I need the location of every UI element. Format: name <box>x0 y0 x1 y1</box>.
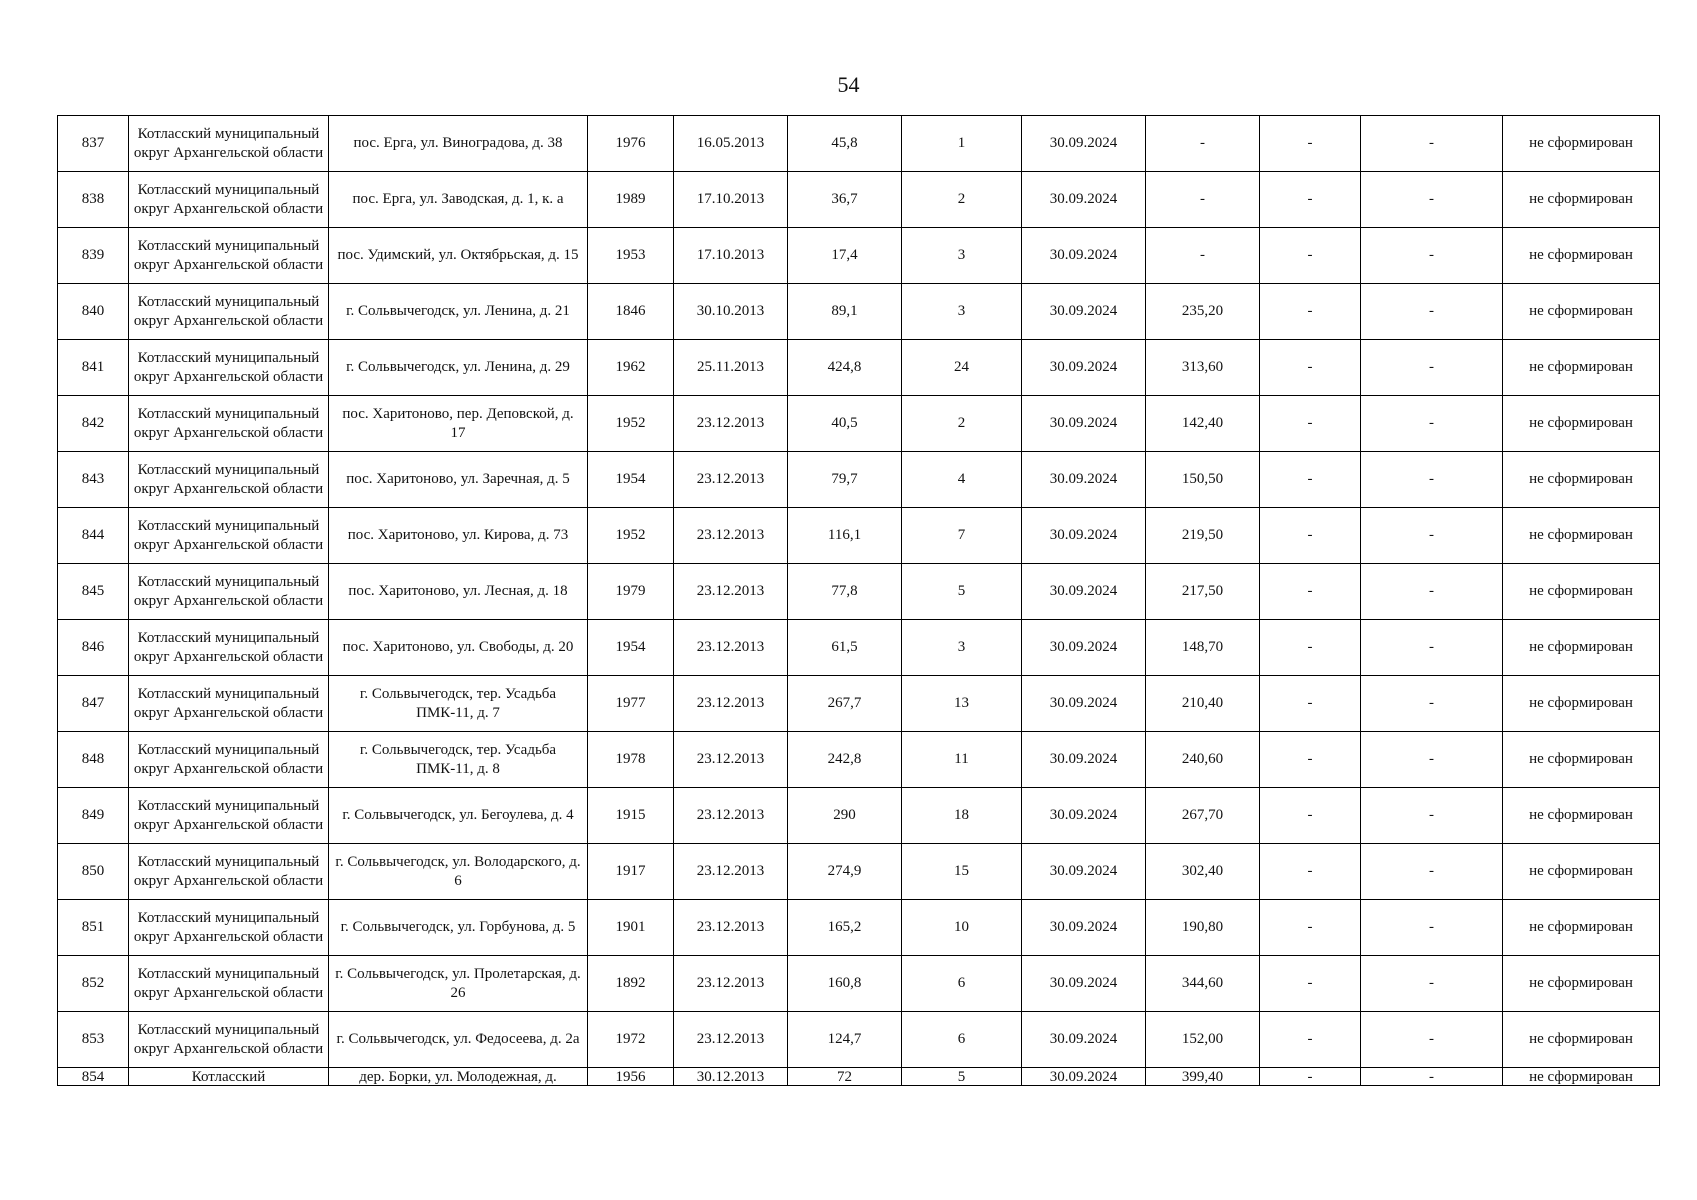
column-10-cell: - <box>1260 732 1361 788</box>
row-number-cell: 844 <box>58 508 129 564</box>
cost-cell: 399,40 <box>1146 1068 1260 1086</box>
page-number: 54 <box>837 72 860 97</box>
address-cell: пос. Харитоново, ул. Свободы, д. 20 <box>329 620 588 676</box>
table-row <box>58 956 1660 1012</box>
municipality-cell: Котласский муниципальный округ Архангельской области <box>129 564 329 620</box>
area-cell: 45,8 <box>788 116 902 172</box>
status-cell: не сформирован <box>1503 172 1660 228</box>
address-cell: г. Сольвычегодск, ул. Ленина, д. 21 <box>329 284 588 340</box>
municipality-cell: Котласский муниципальный округ Архангельской области <box>129 508 329 564</box>
year-built-cell: 1892 <box>588 956 674 1012</box>
cost-cell: 142,40 <box>1146 396 1260 452</box>
area-cell: 40,5 <box>788 396 902 452</box>
municipality-cell: Котласский <box>129 1068 329 1086</box>
row-number-cell: 850 <box>58 844 129 900</box>
column-10-cell: - <box>1260 844 1361 900</box>
resettlement-deadline-cell: 30.09.2024 <box>1022 676 1146 732</box>
column-11-cell: - <box>1361 340 1503 396</box>
year-built-cell: 1976 <box>588 116 674 172</box>
area-cell: 290 <box>788 788 902 844</box>
address-cell: г. Сольвычегодск, тер. Усадьба ПМК-11, д. 8 <box>329 732 588 788</box>
row-number-cell: 851 <box>58 900 129 956</box>
address-cell: пос. Харитоново, ул. Заречная, д. 5 <box>329 452 588 508</box>
recognition-date-cell: 30.12.2013 <box>674 1068 788 1086</box>
column-11-cell: - <box>1361 844 1503 900</box>
residents-cell: 10 <box>902 900 1022 956</box>
column-11-cell: - <box>1361 788 1503 844</box>
address-cell: г. Сольвычегодск, ул. Горбунова, д. 5 <box>329 900 588 956</box>
column-11-cell: - <box>1361 1012 1503 1068</box>
column-11-cell: - <box>1361 508 1503 564</box>
residents-cell: 13 <box>902 676 1022 732</box>
municipality-cell: Котласский муниципальный округ Архангельской области <box>129 956 329 1012</box>
column-11-cell: - <box>1361 676 1503 732</box>
residents-cell: 15 <box>902 844 1022 900</box>
status-cell: не сформирован <box>1503 452 1660 508</box>
area-cell: 79,7 <box>788 452 902 508</box>
area-cell: 242,8 <box>788 732 902 788</box>
column-11-cell: - <box>1361 172 1503 228</box>
column-10-cell: - <box>1260 956 1361 1012</box>
status-cell: не сформирован <box>1503 844 1660 900</box>
column-10-cell: - <box>1260 508 1361 564</box>
municipality-cell: Котласский муниципальный округ Архангельской области <box>129 340 329 396</box>
column-10-cell: - <box>1260 172 1361 228</box>
column-11-cell: - <box>1361 116 1503 172</box>
address-cell: г. Сольвычегодск, ул. Бегоулева, д. 4 <box>329 788 588 844</box>
cost-cell: - <box>1146 116 1260 172</box>
area-cell: 124,7 <box>788 1012 902 1068</box>
status-cell: не сформирован <box>1503 788 1660 844</box>
column-10-cell: - <box>1260 1012 1361 1068</box>
table-row <box>58 732 1660 788</box>
residents-cell: 6 <box>902 1012 1022 1068</box>
cost-cell: 152,00 <box>1146 1012 1260 1068</box>
status-cell: не сформирован <box>1503 620 1660 676</box>
table-body <box>58 116 1660 1086</box>
area-cell: 89,1 <box>788 284 902 340</box>
year-built-cell: 1962 <box>588 340 674 396</box>
recognition-date-cell: 23.12.2013 <box>674 732 788 788</box>
recognition-date-cell: 23.12.2013 <box>674 676 788 732</box>
year-built-cell: 1846 <box>588 284 674 340</box>
column-11-cell: - <box>1361 732 1503 788</box>
cost-cell: 267,70 <box>1146 788 1260 844</box>
status-cell: не сформирован <box>1503 228 1660 284</box>
column-11-cell: - <box>1361 452 1503 508</box>
year-built-cell: 1989 <box>588 172 674 228</box>
residents-cell: 4 <box>902 452 1022 508</box>
year-built-cell: 1978 <box>588 732 674 788</box>
municipality-cell: Котласский муниципальный округ Архангельской области <box>129 732 329 788</box>
status-cell: не сформирован <box>1503 564 1660 620</box>
recognition-date-cell: 17.10.2013 <box>674 172 788 228</box>
year-built-cell: 1972 <box>588 1012 674 1068</box>
status-cell: не сформирован <box>1503 900 1660 956</box>
cost-cell: 240,60 <box>1146 732 1260 788</box>
table-row <box>58 116 1660 172</box>
resettlement-deadline-cell: 30.09.2024 <box>1022 284 1146 340</box>
year-built-cell: 1917 <box>588 844 674 900</box>
residents-cell: 18 <box>902 788 1022 844</box>
resettlement-deadline-cell: 30.09.2024 <box>1022 1068 1146 1086</box>
residents-cell: 6 <box>902 956 1022 1012</box>
column-10-cell: - <box>1260 788 1361 844</box>
table-row <box>58 172 1660 228</box>
resettlement-deadline-cell: 30.09.2024 <box>1022 900 1146 956</box>
status-cell: не сформирован <box>1503 396 1660 452</box>
area-cell: 61,5 <box>788 620 902 676</box>
row-number-cell: 838 <box>58 172 129 228</box>
residents-cell: 7 <box>902 508 1022 564</box>
status-cell: не сформирован <box>1503 1012 1660 1068</box>
area-cell: 160,8 <box>788 956 902 1012</box>
residents-cell: 3 <box>902 228 1022 284</box>
row-number-cell: 842 <box>58 396 129 452</box>
table-row <box>58 228 1660 284</box>
municipality-cell: Котласский муниципальный округ Архангельской области <box>129 620 329 676</box>
municipality-cell: Котласский муниципальный округ Архангельской области <box>129 396 329 452</box>
cost-cell: 210,40 <box>1146 676 1260 732</box>
column-11-cell: - <box>1361 900 1503 956</box>
resettlement-deadline-cell: 30.09.2024 <box>1022 116 1146 172</box>
recognition-date-cell: 23.12.2013 <box>674 1012 788 1068</box>
column-10-cell: - <box>1260 452 1361 508</box>
residents-cell: 2 <box>902 396 1022 452</box>
area-cell: 116,1 <box>788 508 902 564</box>
table-row <box>58 676 1660 732</box>
year-built-cell: 1956 <box>588 1068 674 1086</box>
row-number-cell: 845 <box>58 564 129 620</box>
column-10-cell: - <box>1260 228 1361 284</box>
cost-cell: 148,70 <box>1146 620 1260 676</box>
year-built-cell: 1979 <box>588 564 674 620</box>
recognition-date-cell: 30.10.2013 <box>674 284 788 340</box>
address-cell: пос. Харитоново, ул. Лесная, д. 18 <box>329 564 588 620</box>
residents-cell: 11 <box>902 732 1022 788</box>
resettlement-deadline-cell: 30.09.2024 <box>1022 732 1146 788</box>
column-10-cell: - <box>1260 900 1361 956</box>
table-row <box>58 564 1660 620</box>
recognition-date-cell: 17.10.2013 <box>674 228 788 284</box>
cost-cell: 219,50 <box>1146 508 1260 564</box>
column-10-cell: - <box>1260 340 1361 396</box>
status-cell: не сформирован <box>1503 732 1660 788</box>
row-number-cell: 854 <box>58 1068 129 1086</box>
row-number-cell: 853 <box>58 1012 129 1068</box>
table-row <box>58 508 1660 564</box>
residents-cell: 1 <box>902 116 1022 172</box>
year-built-cell: 1952 <box>588 508 674 564</box>
column-10-cell: - <box>1260 564 1361 620</box>
cost-cell: 313,60 <box>1146 340 1260 396</box>
column-10-cell: - <box>1260 396 1361 452</box>
column-10-cell: - <box>1260 620 1361 676</box>
column-11-cell: - <box>1361 396 1503 452</box>
area-cell: 77,8 <box>788 564 902 620</box>
area-cell: 72 <box>788 1068 902 1086</box>
row-number-cell: 843 <box>58 452 129 508</box>
column-11-cell: - <box>1361 564 1503 620</box>
row-number-cell: 847 <box>58 676 129 732</box>
cost-cell: 235,20 <box>1146 284 1260 340</box>
housing-registry-table <box>57 115 1660 1086</box>
municipality-cell: Котласский муниципальный округ Архангельской области <box>129 172 329 228</box>
resettlement-deadline-cell: 30.09.2024 <box>1022 1012 1146 1068</box>
recognition-date-cell: 23.12.2013 <box>674 620 788 676</box>
status-cell: не сформирован <box>1503 116 1660 172</box>
status-cell: не сформирован <box>1503 284 1660 340</box>
year-built-cell: 1953 <box>588 228 674 284</box>
table-row <box>58 788 1660 844</box>
column-11-cell: - <box>1361 620 1503 676</box>
municipality-cell: Котласский муниципальный округ Архангельской области <box>129 116 329 172</box>
address-cell: пос. Ерга, ул. Заводская, д. 1, к. а <box>329 172 588 228</box>
status-cell: не сформирован <box>1503 956 1660 1012</box>
recognition-date-cell: 25.11.2013 <box>674 340 788 396</box>
column-11-cell: - <box>1361 284 1503 340</box>
year-built-cell: 1952 <box>588 396 674 452</box>
resettlement-deadline-cell: 30.09.2024 <box>1022 620 1146 676</box>
year-built-cell: 1901 <box>588 900 674 956</box>
recognition-date-cell: 23.12.2013 <box>674 508 788 564</box>
resettlement-deadline-cell: 30.09.2024 <box>1022 564 1146 620</box>
year-built-cell: 1954 <box>588 620 674 676</box>
column-10-cell: - <box>1260 284 1361 340</box>
municipality-cell: Котласский муниципальный округ Архангельской области <box>129 788 329 844</box>
status-cell: не сформирован <box>1503 676 1660 732</box>
table-row <box>58 844 1660 900</box>
year-built-cell: 1977 <box>588 676 674 732</box>
resettlement-deadline-cell: 30.09.2024 <box>1022 172 1146 228</box>
row-number-cell: 848 <box>58 732 129 788</box>
residents-cell: 5 <box>902 1068 1022 1086</box>
status-cell: не сформирован <box>1503 1068 1660 1086</box>
table-row <box>58 1068 1660 1086</box>
table-row <box>58 620 1660 676</box>
column-11-cell: - <box>1361 228 1503 284</box>
recognition-date-cell: 16.05.2013 <box>674 116 788 172</box>
resettlement-deadline-cell: 30.09.2024 <box>1022 452 1146 508</box>
cost-cell: 150,50 <box>1146 452 1260 508</box>
municipality-cell: Котласский муниципальный округ Архангельской области <box>129 452 329 508</box>
recognition-date-cell: 23.12.2013 <box>674 452 788 508</box>
residents-cell: 3 <box>902 284 1022 340</box>
row-number-cell: 841 <box>58 340 129 396</box>
table-row <box>58 900 1660 956</box>
cost-cell: 302,40 <box>1146 844 1260 900</box>
resettlement-deadline-cell: 30.09.2024 <box>1022 788 1146 844</box>
column-11-cell: - <box>1361 1068 1503 1086</box>
row-number-cell: 852 <box>58 956 129 1012</box>
cost-cell: 344,60 <box>1146 956 1260 1012</box>
area-cell: 267,7 <box>788 676 902 732</box>
area-cell: 165,2 <box>788 900 902 956</box>
residents-cell: 24 <box>902 340 1022 396</box>
municipality-cell: Котласский муниципальный округ Архангельской области <box>129 900 329 956</box>
resettlement-deadline-cell: 30.09.2024 <box>1022 956 1146 1012</box>
status-cell: не сформирован <box>1503 340 1660 396</box>
table-row <box>58 1012 1660 1068</box>
address-cell: г. Сольвычегодск, ул. Ленина, д. 29 <box>329 340 588 396</box>
table-row <box>58 396 1660 452</box>
address-cell: пос. Харитоново, пер. Деповской, д. 17 <box>329 396 588 452</box>
row-number-cell: 849 <box>58 788 129 844</box>
address-cell: г. Сольвычегодск, ул. Федосеева, д. 2а <box>329 1012 588 1068</box>
year-built-cell: 1954 <box>588 452 674 508</box>
year-built-cell: 1915 <box>588 788 674 844</box>
address-cell: г. Сольвычегодск, ул. Володарского, д. 6 <box>329 844 588 900</box>
recognition-date-cell: 23.12.2013 <box>674 900 788 956</box>
municipality-cell: Котласский муниципальный округ Архангельской области <box>129 1012 329 1068</box>
cost-cell: - <box>1146 228 1260 284</box>
resettlement-deadline-cell: 30.09.2024 <box>1022 228 1146 284</box>
address-cell: пос. Ерга, ул. Виноградова, д. 38 <box>329 116 588 172</box>
address-cell: пос. Харитоново, ул. Кирова, д. 73 <box>329 508 588 564</box>
row-number-cell: 840 <box>58 284 129 340</box>
row-number-cell: 846 <box>58 620 129 676</box>
resettlement-deadline-cell: 30.09.2024 <box>1022 396 1146 452</box>
area-cell: 36,7 <box>788 172 902 228</box>
table-row <box>58 452 1660 508</box>
row-number-cell: 837 <box>58 116 129 172</box>
cost-cell: 217,50 <box>1146 564 1260 620</box>
resettlement-deadline-cell: 30.09.2024 <box>1022 340 1146 396</box>
column-10-cell: - <box>1260 116 1361 172</box>
address-cell: дер. Борки, ул. Молодежная, д. <box>329 1068 588 1086</box>
area-cell: 424,8 <box>788 340 902 396</box>
column-10-cell: - <box>1260 676 1361 732</box>
municipality-cell: Котласский муниципальный округ Архангельской области <box>129 844 329 900</box>
cost-cell: 190,80 <box>1146 900 1260 956</box>
column-11-cell: - <box>1361 956 1503 1012</box>
address-cell: пос. Удимский, ул. Октябрьская, д. 15 <box>329 228 588 284</box>
residents-cell: 2 <box>902 172 1022 228</box>
resettlement-deadline-cell: 30.09.2024 <box>1022 844 1146 900</box>
address-cell: г. Сольвычегодск, ул. Пролетарская, д. 26 <box>329 956 588 1012</box>
municipality-cell: Котласский муниципальный округ Архангельской области <box>129 676 329 732</box>
cost-cell: - <box>1146 172 1260 228</box>
row-number-cell: 839 <box>58 228 129 284</box>
address-cell: г. Сольвычегодск, тер. Усадьба ПМК-11, д. 7 <box>329 676 588 732</box>
recognition-date-cell: 23.12.2013 <box>674 956 788 1012</box>
residents-cell: 5 <box>902 564 1022 620</box>
municipality-cell: Котласский муниципальный округ Архангельской области <box>129 228 329 284</box>
recognition-date-cell: 23.12.2013 <box>674 564 788 620</box>
area-cell: 274,9 <box>788 844 902 900</box>
recognition-date-cell: 23.12.2013 <box>674 788 788 844</box>
status-cell: не сформирован <box>1503 508 1660 564</box>
area-cell: 17,4 <box>788 228 902 284</box>
recognition-date-cell: 23.12.2013 <box>674 844 788 900</box>
table-row <box>58 284 1660 340</box>
table-row <box>58 340 1660 396</box>
residents-cell: 3 <box>902 620 1022 676</box>
recognition-date-cell: 23.12.2013 <box>674 396 788 452</box>
resettlement-deadline-cell: 30.09.2024 <box>1022 508 1146 564</box>
municipality-cell: Котласский муниципальный округ Архангельской области <box>129 284 329 340</box>
column-10-cell: - <box>1260 1068 1361 1086</box>
